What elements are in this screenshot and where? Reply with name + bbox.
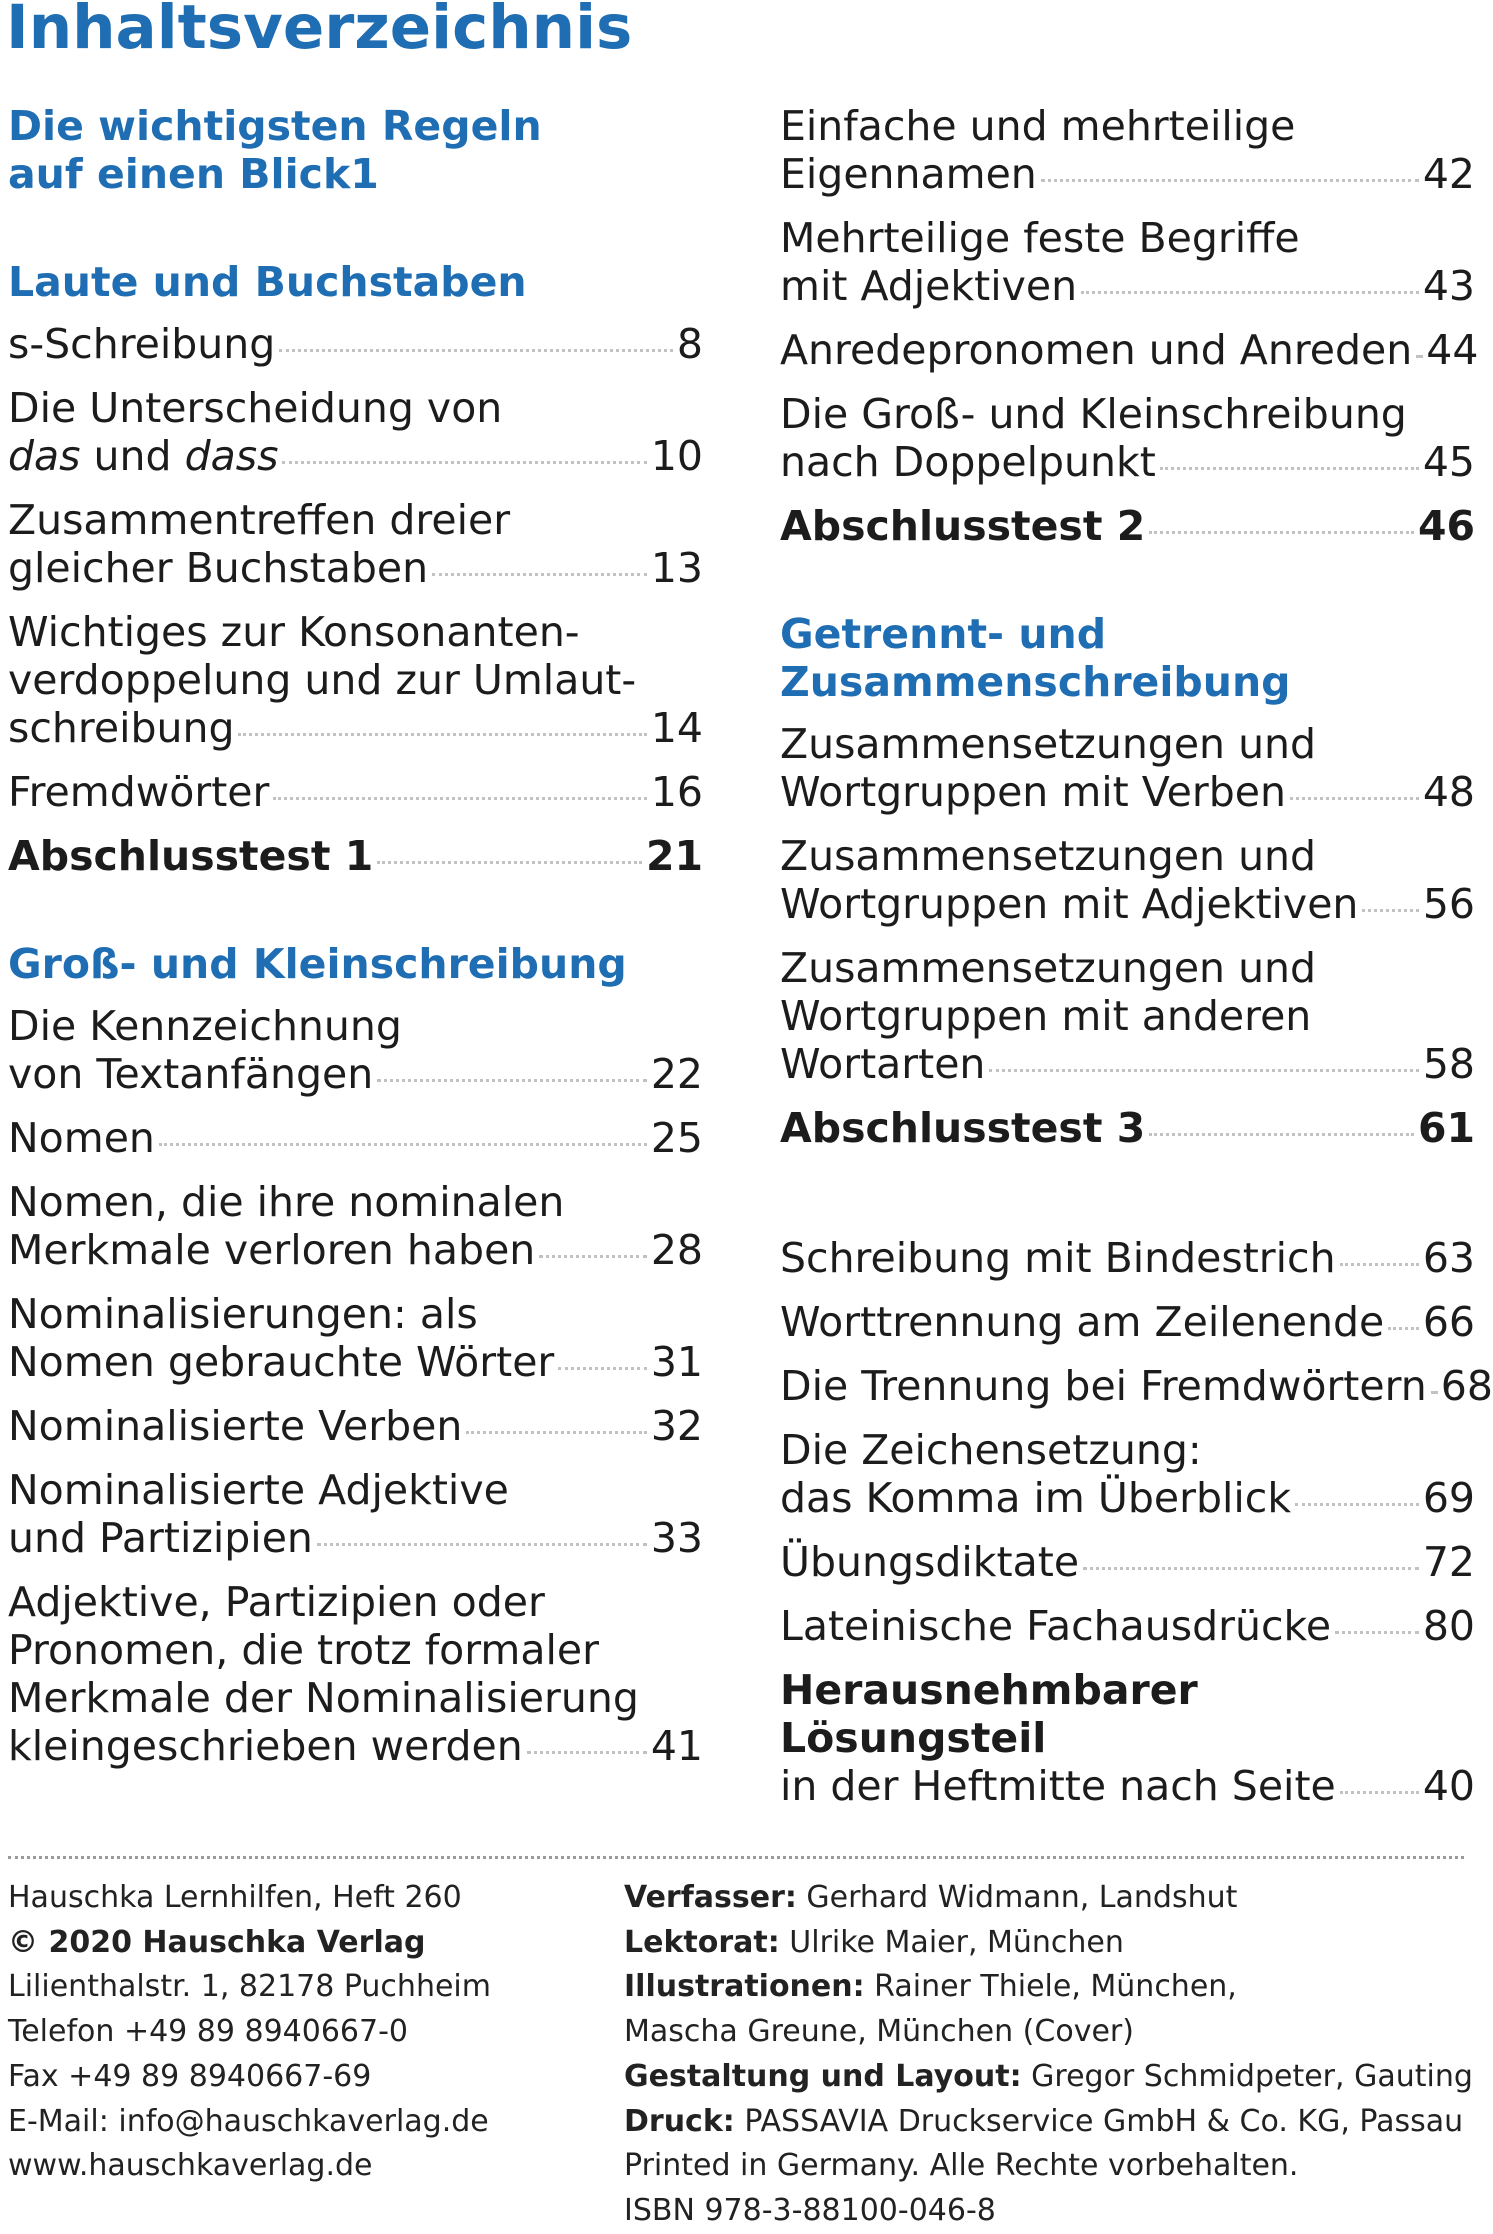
toc-entry-line [780, 1362, 1493, 1410]
toc-entry-line [780, 1762, 1475, 1810]
toc-entry-line [780, 438, 1475, 486]
imprint-value: Mascha Greune, München (Cover) [624, 2014, 1134, 2050]
imprint-publisher [8, 1876, 491, 2189]
toc-entry-text: Zusammensetzungen und [780, 944, 1317, 992]
page-number: 72 [1422, 1538, 1475, 1586]
toc-entry[interactable] [780, 1234, 1475, 1282]
toc-entry-text: Die Unterscheidung von [8, 384, 503, 432]
leader-dots [1081, 291, 1419, 294]
toc-entry-line [8, 1722, 703, 1770]
toc-entry[interactable] [780, 502, 1475, 550]
leader-dots [539, 1255, 647, 1258]
toc-entry-text: Wortgruppen mit Verben [780, 768, 1286, 816]
leader-dots [1340, 1263, 1419, 1266]
toc-entry-line [780, 1040, 1475, 1088]
section-heading-text: Die wichtigsten Regeln [8, 102, 542, 150]
leader-dots [377, 861, 642, 864]
toc-entry-text: Nominalisierte Verben [8, 1402, 463, 1450]
imprint-label: Gestaltung und Layout: [624, 2058, 1022, 2094]
imprint-line: E-Mail: info@hauschkaverlag.de [8, 2103, 489, 2139]
toc-entry-text: Herausnehmbarer Lösungsteil [780, 1666, 1198, 1762]
toc-entry-text: Nomen, die ihre nominalen [8, 1178, 565, 1226]
imprint-value: Gerhard Widmann, Landshut [796, 1880, 1238, 1915]
section-heading-text: Groß- und Kleinschreibung [8, 940, 627, 988]
toc-entry[interactable] [780, 1426, 1475, 1522]
imprint-value: Gregor Schmidpeter, Gauting [1021, 2058, 1473, 2094]
toc-entry-text: Die Trennung bei Fremdwörtern [780, 1362, 1427, 1410]
page-number: 48 [1422, 768, 1475, 816]
leader-dots [279, 349, 673, 352]
page-number: 14 [650, 704, 703, 752]
section-heading [8, 102, 703, 198]
toc-entry-line [780, 1104, 1475, 1152]
leader-dots [1149, 531, 1414, 534]
imprint-line [624, 2189, 1473, 2234]
toc-entry-line [780, 880, 1475, 928]
imprint-line [624, 1965, 1473, 2010]
leader-dots [1083, 1567, 1419, 1570]
toc-entry-line [8, 1226, 703, 1274]
section-heading-text: Zusammenschreibung [780, 658, 1291, 706]
toc-entry-text: Nomen gebrauchte Wörter [8, 1338, 555, 1386]
imprint-line: © 2020 Hauschka Verlag [8, 1924, 426, 1960]
toc-entry-line [780, 262, 1475, 310]
toc-entry[interactable] [780, 1666, 1475, 1810]
toc-entry[interactable] [8, 496, 703, 592]
toc-entry[interactable] [8, 832, 703, 880]
toc-entry-text: Wortgruppen mit anderen [780, 992, 1312, 1040]
page-number: 56 [1422, 880, 1475, 928]
page-number: 16 [650, 768, 703, 816]
page-number: 8 [676, 320, 703, 368]
toc-entry-line [780, 326, 1479, 374]
page-number: 42 [1422, 150, 1475, 198]
toc-entry[interactable] [780, 1104, 1475, 1152]
toc-entry[interactable] [780, 390, 1475, 486]
toc-entry-text: Wortarten [780, 1040, 986, 1088]
toc-entry-line [780, 768, 1475, 816]
toc-entry-text: Adjektive, Partizipien oder [8, 1578, 545, 1626]
imprint-value: PASSAVIA Druckservice GmbH & Co. KG, Passau [734, 2103, 1464, 2139]
leader-dots [1431, 1391, 1437, 1394]
leader-dots [1041, 179, 1419, 182]
page-number: 40 [1422, 1762, 1475, 1810]
leader-dots [558, 1367, 647, 1370]
toc-entry-text: Zusammensetzungen und [780, 832, 1317, 880]
imprint-label: Illustrationen: [624, 1969, 865, 2005]
toc-entry-text: Merkmale verloren haben [8, 1226, 536, 1274]
imprint-line [624, 2100, 1473, 2145]
toc-entry-text: Wichtiges zur Konsonanten- [8, 608, 580, 656]
leader-dots [1362, 909, 1418, 912]
toc-entry[interactable] [8, 608, 703, 752]
section-heading-text: Laute und Buchstaben [8, 258, 527, 306]
toc-entry-text: Nominalisierte Adjektive [8, 1466, 509, 1514]
toc-entry-text: Nominalisierungen: als [8, 1290, 478, 1338]
toc-entry[interactable] [780, 214, 1475, 310]
imprint-label: Verfasser: [624, 1880, 797, 1915]
leader-dots [1295, 1503, 1419, 1506]
toc-entry[interactable] [780, 1362, 1493, 1410]
leader-dots [1335, 1631, 1419, 1634]
page-number: 44 [1426, 326, 1479, 374]
toc-entry-text: Lateinische Fachausdrücke [780, 1602, 1332, 1650]
imprint-line [624, 2010, 1473, 2055]
toc-entry-text: Abschlusstest 3 [780, 1104, 1146, 1152]
imprint-line: www.hauschkaverlag.de [8, 2148, 373, 2184]
toc-entry-text: auf einen Blick [8, 150, 351, 198]
toc-entry-line [8, 320, 703, 368]
toc-entry-line [780, 1538, 1475, 1586]
leader-dots [273, 797, 646, 800]
section-heading [8, 940, 703, 988]
toc-entry[interactable] [8, 384, 703, 480]
imprint-credits [624, 1876, 1473, 2234]
toc-entry-text: verdoppelung und zur Umlaut- [8, 656, 637, 704]
toc-entry-text: Merkmale der Nominalisierung [8, 1674, 639, 1722]
imprint-line [624, 2055, 1473, 2100]
toc-entry[interactable] [780, 944, 1475, 1088]
imprint-value: Ulrike Maier, München [779, 1924, 1124, 1960]
page-number: 28 [650, 1226, 703, 1274]
toc-entry[interactable] [780, 1298, 1475, 1346]
page-number: 25 [650, 1114, 703, 1162]
toc-entry[interactable] [780, 1602, 1475, 1650]
toc-entry-text: Einfache und mehrteilige [780, 102, 1296, 150]
imprint-line [624, 2144, 1473, 2189]
page-number: 68 [1440, 1362, 1493, 1410]
leader-dots [317, 1543, 647, 1546]
toc-entry-text: das Komma im Überblick [780, 1474, 1292, 1522]
toc-entry-text: Zusammentreffen dreier [8, 496, 511, 544]
page-number: 69 [1422, 1474, 1475, 1522]
toc-entry[interactable] [8, 1578, 703, 1770]
toc-entry-text: mit Adjektiven [780, 262, 1078, 310]
page-number: 41 [650, 1722, 703, 1770]
leader-dots [1290, 797, 1419, 800]
leader-dots [1149, 1133, 1414, 1136]
toc-entry[interactable] [8, 1290, 703, 1386]
toc-entry-line [8, 768, 703, 816]
leader-dots [527, 1751, 647, 1754]
imprint-label: Lektorat: [624, 1924, 780, 1960]
page-number: 32 [650, 1402, 703, 1450]
section-heading [780, 610, 1475, 706]
toc-entry-line [8, 1114, 703, 1162]
page-number: 45 [1422, 438, 1475, 486]
page-number: 1 [350, 150, 379, 198]
page-number: 43 [1422, 262, 1475, 310]
page-number: 21 [645, 832, 703, 880]
toc-entry-text: das und dass [8, 432, 279, 480]
toc-entry-line [8, 432, 703, 480]
imprint-value: Printed in Germany. Alle Rechte vorbehalten. [624, 2148, 1299, 2184]
page-number: 63 [1422, 1234, 1475, 1282]
leader-dots [466, 1431, 647, 1434]
toc-entry[interactable] [8, 1178, 703, 1274]
toc-entry-text: Die Zeichensetzung: [780, 1426, 1202, 1474]
toc-entry[interactable] [780, 102, 1475, 198]
section-heading [8, 258, 703, 306]
imprint-line: Hauschka Lernhilfen, Heft 260 [8, 1880, 462, 1915]
imprint-line [624, 1921, 1473, 1966]
toc-entry-line [8, 544, 703, 592]
toc-entry-text: Fremdwörter [8, 768, 270, 816]
toc-entry-line [8, 704, 703, 752]
leader-dots [432, 573, 647, 576]
toc-entry[interactable] [780, 832, 1475, 928]
toc-entry-text: Die Kennzeichnung [8, 1002, 402, 1050]
toc-entry-text: Eigennamen [780, 150, 1037, 198]
page-title: Inhaltsverzeichnis [6, 0, 633, 63]
toc-entry-line [8, 832, 703, 880]
toc-entry-text: in der Heftmitte nach Seite [780, 1762, 1336, 1810]
page-number: 13 [650, 544, 703, 592]
imprint-line: Fax +49 89 8940667-69 [8, 2058, 372, 2094]
page-number: 61 [1417, 1104, 1475, 1152]
toc-entry[interactable] [8, 320, 703, 368]
toc-entry-text: Wortgruppen mit Adjektiven [780, 880, 1359, 928]
leader-dots [377, 1079, 647, 1082]
toc-entry[interactable] [8, 1114, 703, 1162]
toc-entry-text: Übungsdiktate [780, 1538, 1080, 1586]
toc-entry-text: s-Schreibung [8, 320, 276, 368]
toc-entry-text: Anredepronomen und Anreden [780, 326, 1413, 374]
page-number: 33 [650, 1514, 703, 1562]
toc-entry-text: Pronomen, die trotz formaler [8, 1626, 599, 1674]
toc-entry-text: schreibung [8, 704, 235, 752]
toc-entry-text: Abschlusstest 2 [780, 502, 1146, 550]
page-number: 80 [1422, 1602, 1475, 1650]
toc-entry-line [780, 1474, 1475, 1522]
toc-entry-text: Mehrteilige feste Begriffe [780, 214, 1300, 262]
toc-entry[interactable] [8, 768, 703, 816]
page-number: 10 [650, 432, 703, 480]
imprint-line: Telefon +49 89 8940667-0 [8, 2014, 409, 2050]
leader-dots [1160, 467, 1419, 470]
toc-entry-line [780, 1602, 1475, 1650]
leader-dots [159, 1143, 647, 1146]
toc-entry-line [8, 1402, 703, 1450]
imprint-line [624, 1876, 1473, 1921]
toc-entry-line [780, 150, 1475, 198]
page-number: 58 [1422, 1040, 1475, 1088]
toc-entry-text: und Partizipien [8, 1514, 313, 1562]
toc-entry-line [8, 1338, 703, 1386]
page-number: 46 [1417, 502, 1475, 550]
toc-entry[interactable] [8, 1402, 703, 1450]
page-number: 31 [650, 1338, 703, 1386]
toc-entry-line [8, 1050, 703, 1098]
toc-entry-text: Worttrennung am Zeilenende [780, 1298, 1385, 1346]
toc-entry-line [8, 150, 703, 198]
toc-entry-line [8, 1514, 703, 1562]
leader-dots [238, 733, 646, 736]
toc-entry[interactable] [780, 720, 1475, 816]
imprint-line: Lilienthalstr. 1, 82178 Puchheim [8, 1969, 491, 2005]
leader-dots [1416, 355, 1422, 358]
toc-entry-text: von Textanfängen [8, 1050, 374, 1098]
toc-entry-line [780, 502, 1475, 550]
toc-entry[interactable] [8, 1466, 703, 1562]
leader-dots [282, 461, 646, 464]
toc-entry-text: nach Doppelpunkt [780, 438, 1156, 486]
toc-entry-line [780, 1298, 1475, 1346]
toc-right-column [780, 102, 1493, 1810]
toc-entry-text: Die Groß- und Kleinschreibung [780, 390, 1407, 438]
toc-entry-text: Schreibung mit Bindestrich [780, 1234, 1336, 1282]
toc-entry-line [780, 1234, 1475, 1282]
leader-dots [989, 1069, 1418, 1072]
toc-entry-text: kleingeschrieben werden [8, 1722, 523, 1770]
page-number: 22 [650, 1050, 703, 1098]
toc-entry[interactable] [780, 1538, 1475, 1586]
toc-entry-text: Abschlusstest 1 [8, 832, 374, 880]
toc-entry[interactable] [8, 1002, 703, 1098]
imprint-value: ISBN 978-3-88100-046-8 [624, 2192, 996, 2228]
toc-left-column [8, 102, 703, 1770]
imprint-value: Rainer Thiele, München, [864, 1969, 1237, 2005]
toc-entry-text: gleicher Buchstaben [8, 544, 429, 592]
leader-dots [1340, 1791, 1419, 1794]
section-heading-text: Getrennt- und [780, 610, 1107, 658]
toc-entry-text: Nomen [8, 1114, 155, 1162]
leader-dots [1388, 1327, 1419, 1330]
footer-divider [8, 1856, 1464, 1859]
page-number: 66 [1422, 1298, 1475, 1346]
toc-entry-text: Zusammensetzungen und [780, 720, 1317, 768]
imprint-label: Druck: [624, 2103, 735, 2139]
toc-entry[interactable] [780, 326, 1479, 374]
